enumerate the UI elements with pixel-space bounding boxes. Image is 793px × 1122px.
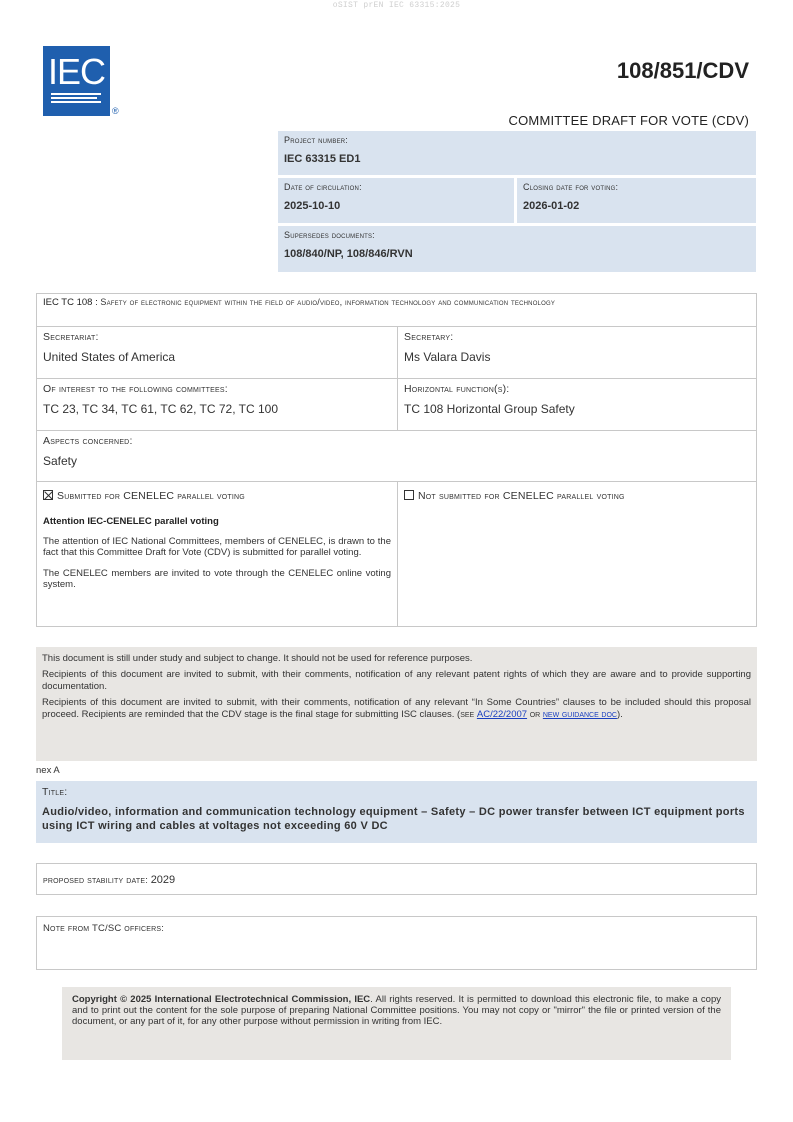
closing-box	[517, 178, 756, 223]
horizontal-value: TC 108 Horizontal Group Safety	[404, 402, 575, 416]
secretariat-label: Secretariat:	[43, 331, 99, 343]
not-submitted-checkbox[interactable]	[404, 490, 414, 500]
stability-box	[36, 863, 757, 895]
not-submitted-cell	[398, 482, 757, 627]
circulation-value: 2025-10-10	[284, 200, 341, 212]
committee-cell	[37, 294, 757, 327]
attention-title: Attention IEC-CENELEC parallel voting	[43, 516, 219, 527]
annex-fragment: nex A	[36, 765, 60, 776]
submitted-cell	[37, 482, 398, 627]
notice-para-1: This document is still under study and subject to change. It should not be used for reference purposes.	[42, 653, 473, 664]
aspects-cell	[37, 431, 757, 482]
registered-mark: ®	[112, 106, 119, 116]
attention-para-2: The CENELEC members are invited to vote through the CENELEC online voting system.	[43, 567, 391, 591]
supersedes-value: 108/840/NP, 108/846/RVN	[284, 248, 413, 260]
logo-bar	[51, 97, 97, 99]
or-word: or	[529, 708, 541, 720]
aspects-value: Safety	[43, 454, 78, 468]
interest-value: TC 23, TC 34, TC 61, TC 62, TC 72, TC 100	[43, 402, 278, 416]
stability-label: proposed stability date:	[43, 875, 149, 886]
secretary-value: Ms Valara Davis	[404, 350, 491, 364]
secretary-label: Secretary:	[404, 331, 454, 343]
closing-label: Closing date for voting:	[523, 182, 619, 192]
document-reference: 108/851/CDV	[616, 58, 749, 83]
not-submitted-label: Not submitted for CENELEC parallel voting	[418, 490, 625, 502]
logo-bar	[51, 93, 101, 95]
committee-prefix: IEC TC 108 :	[43, 297, 101, 308]
iec-logo	[43, 46, 110, 116]
note-box	[36, 916, 757, 970]
project-number-box	[278, 131, 756, 175]
horizontal-label: Horizontal function(s):	[404, 383, 510, 395]
circulation-box	[278, 178, 514, 223]
supersedes-box	[278, 226, 756, 272]
new-guidance-doc-link[interactable]: new guidance doc	[542, 708, 617, 720]
title-label: Title:	[42, 786, 68, 798]
project-number-value: IEC 63315 ED1	[284, 153, 361, 165]
aspects-label: Aspects concerned:	[43, 435, 133, 447]
notice-para-2: Recipients of this document are invited to submit, with their comments, notification of any relevant patent rights of which they are aware and to provide supporting documentation.	[42, 669, 751, 692]
logo-text: IEC	[47, 51, 105, 92]
interest-cell	[37, 379, 398, 431]
title-box	[36, 781, 757, 843]
secretary-cell	[398, 327, 757, 379]
ac-22-2007-link[interactable]: AC/22/2007	[476, 708, 528, 720]
submitted-label: Submitted for CENELEC parallel voting	[57, 490, 245, 502]
attention-para-1: The attention of IEC National Committees, members of CENELEC, is drawn to the fact that this Committee Draft for Vote (CDV) is submitted for parallel voting.	[43, 536, 391, 559]
watermark: oSIST prEN IEC 63315:2025	[332, 1, 461, 10]
closing-value: 2026-01-02	[523, 200, 580, 212]
committee-table	[36, 293, 757, 627]
horizontal-cell	[398, 379, 757, 431]
see-word: see	[460, 708, 475, 720]
circulation-label: Date of circulation:	[284, 182, 362, 192]
project-number-label: Project number:	[284, 135, 349, 145]
note-label: Note from TC/SC officers:	[43, 923, 165, 934]
interest-label: Of interest to the following committees:	[43, 383, 228, 395]
supersedes-label: Supersedes documents:	[284, 230, 375, 240]
committee-name: Safety of electronic equipment within the field of audio/video, information technology and communication technology	[100, 297, 556, 307]
stability-value: 2029	[150, 874, 176, 886]
secretariat-value: United States of America	[43, 350, 176, 364]
notice-para-3	[42, 697, 751, 720]
copyright-text: . All rights reserved. It is permitted to download this electronic file, to make a copy and to print out the content for the sole purpose of preparing National Committee positions. You may not copy or "mirror" the file or printed version of the document, or any part of it, for any other purpose without permission in writing from IEC.	[72, 994, 721, 1027]
document-type: COMMITTEE DRAFT FOR VOTE (CDV)	[508, 113, 749, 128]
notice-box	[36, 647, 757, 761]
logo-bar	[51, 101, 101, 103]
submitted-checkbox[interactable]	[43, 490, 53, 500]
copyright-notice	[62, 987, 731, 1060]
notice-end: ).	[616, 708, 623, 720]
title-value: Audio/video, information and communication technology equipment – Safety – DC power transfer between ICT equipment ports using ICT wiring and cables at voltages not exceeding 60 V DC	[42, 806, 745, 832]
copyright-bold: Copyright © 2025 International Electrotechnical Commission, IEC	[72, 994, 371, 1005]
secretariat-cell	[37, 327, 398, 379]
notice-para-3-text: Recipients of this document are invited to submit, with their comments, notification of any relevant “In Some Countries” clauses to be included should this proposal proceed. Recipients are reminded that the CDV stage is the final stage for submitting ISC clauses. (	[42, 697, 751, 720]
